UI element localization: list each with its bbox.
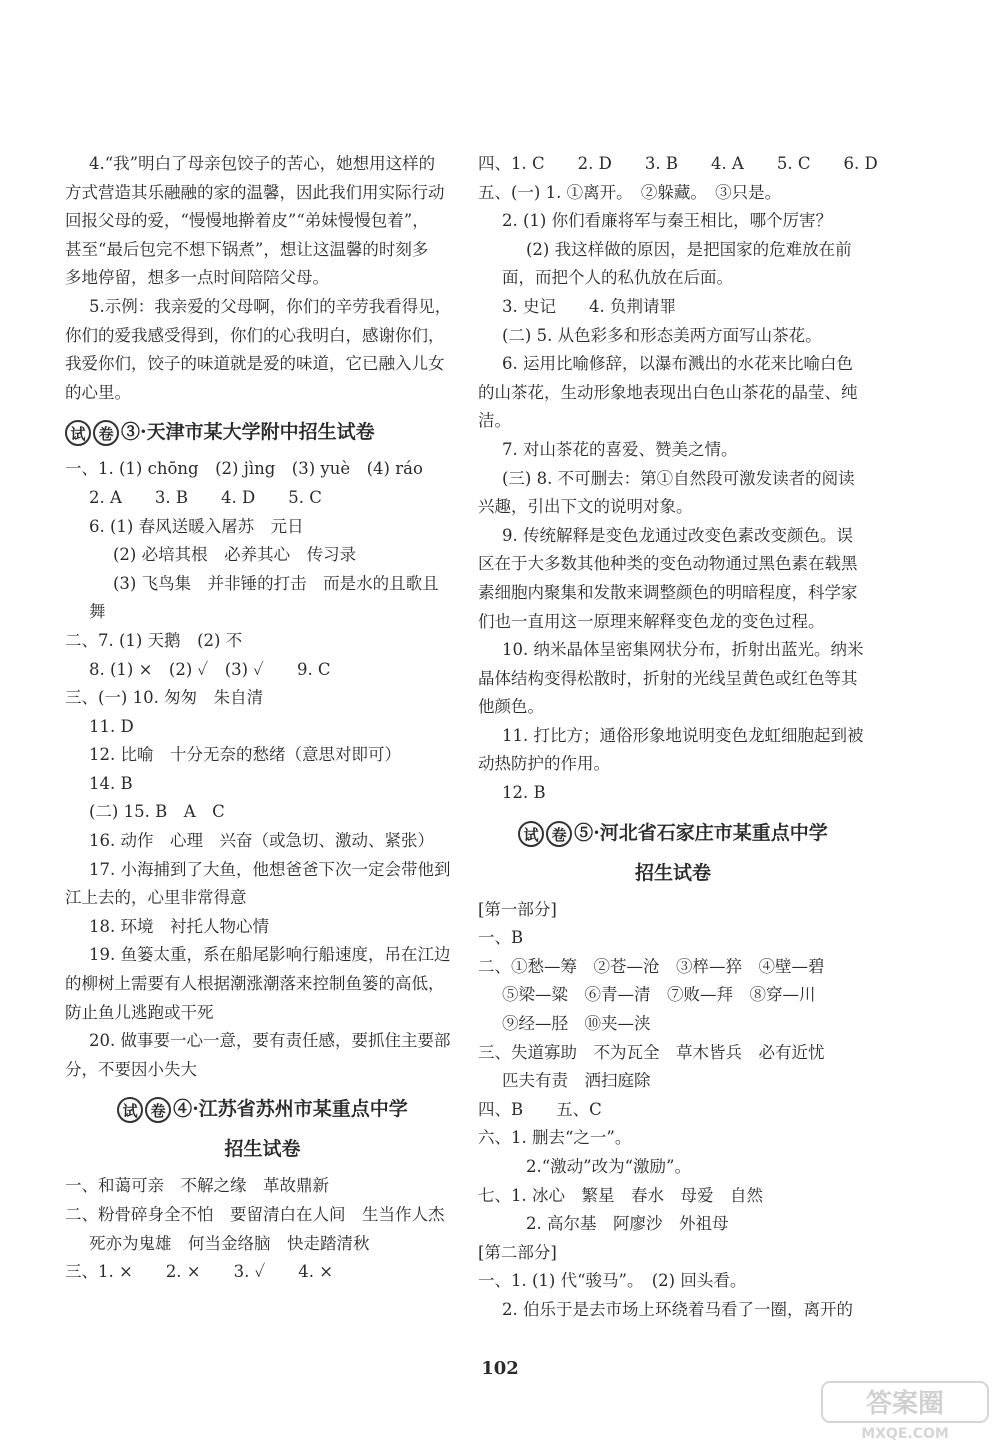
answer-line: 8. (1) × (2) ✓ (3) ✓ 9. C (89, 659, 331, 679)
answer-line: [第二部分] (478, 1242, 557, 1262)
answer-line: 匹夫有责 洒扫庭除 (502, 1071, 651, 1091)
answer-line: 他颜色。 (478, 697, 544, 717)
answer-line: 防止鱼儿逃跑或干死 (65, 1002, 214, 1022)
watermark-logo (820, 1380, 990, 1442)
section-heading-test4-line2: 招生试卷 (224, 1138, 301, 1161)
answer-line: 的心里。 (65, 382, 131, 402)
answer-block-test4 (65, 1172, 460, 1286)
answer-line: 区在于大多数其他种类的变色动物通过黑色素在载黑 (478, 554, 858, 574)
test-badge: 试 (65, 420, 91, 446)
answer-line: 四、1. C 2. D 3. B 4. A 5. C 6. D (478, 154, 878, 173)
answer-line: 二、7. (1) 天鹅 (2) 不 (65, 630, 243, 650)
answer-line: 一、B (478, 928, 524, 948)
paper-badge: 卷 (145, 1097, 171, 1123)
answer-block-test4-cont (478, 150, 878, 808)
answer-line: 七、1. 冰心 繁星 春水 母爱 自然 (478, 1185, 763, 1205)
answer-line: 一、和蔼可亲 不解之缘 革故鼎新 (65, 1176, 329, 1196)
answer-line: 19. 鱼篓太重，系在船尾影响行船速度，吊在江边 (89, 945, 451, 965)
answer-line: 的柳树上需要有人根据潮涨潮落来控制鱼篓的高低， (65, 974, 445, 994)
answer-line: ⑤梁—粱 ⑥青—清 ⑦败—拜 ⑧穿—川 (502, 985, 816, 1005)
answer-line: 一、1. (1) 代“骏马”。 (2) 回头看。 (478, 1271, 747, 1291)
section-heading-test5-line2: 招生试卷 (634, 861, 711, 884)
answer-line: 死亦为鬼雄 何当金络脑 快走踏清秋 (89, 1233, 370, 1253)
answer-line: 多地停留，想多一点时间陪陪父母。 (65, 268, 329, 288)
answer-line: 分，不要因小失大 (65, 1059, 197, 1079)
right-column (478, 150, 878, 1325)
paper-badge: 卷 (93, 420, 119, 446)
answer-line: 舞 (89, 602, 106, 622)
section-heading-test5 (478, 816, 868, 850)
answer-line: 回报父母的爱，“慢慢地擀着皮”“弟妹慢慢包着”， (65, 211, 429, 231)
answer-line: 6. (1) 春风送暖入屠苏 元日 (89, 516, 304, 536)
answer-block-test2-end (65, 150, 460, 407)
answer-line: (2) 必培其根 必养其心 传习录 (113, 545, 357, 565)
section-title: ·河北省石家庄市某重点中学 (593, 821, 828, 844)
answer-line: 素细胞内聚集和发散来调整颜色的明暗程度，科学家 (478, 582, 858, 602)
answer-line: 三、1. × 2. × 3. ✓ 4. × (65, 1262, 334, 1282)
answer-line: 2. 伯乐于是去市场上环绕着马看了一圈，离开的 (502, 1299, 853, 1319)
answer-line: 的山茶花，生动形象地表现出白色山茶花的晶莹、纯 (478, 382, 858, 402)
answer-line: 们也一直用这一原理来解释变色龙的变色过程。 (478, 611, 825, 631)
answer-line: 三、失道寡助 不为瓦全 草木皆兵 必有近忧 (478, 1042, 825, 1062)
answer-line: 7. 对山茶花的喜爱、赞美之情。 (502, 439, 738, 459)
section-number: ⑤ (574, 821, 594, 844)
answer-line: 4.“我”明白了母亲包饺子的苦心，她想用这样的 (89, 154, 436, 173)
answer-line: 10. 纳米晶体呈密集网状分布，折射出蓝光。纳米 (502, 640, 864, 660)
answer-line: 方式营造其乐融融的家的温馨，因此我们用实际行动 (65, 182, 445, 202)
answer-line: 9. 传统解释是变色龙通过改变色素改变颜色。误 (502, 525, 853, 545)
answer-line: 二、①愁—筹 ②苍—沧 ③椊—猝 ④壁—碧 (478, 956, 825, 976)
answer-line: 动热防护的作用。 (478, 754, 610, 774)
answer-line: (2) 我这样做的原因，是把国家的危难放在前 (526, 239, 852, 259)
answer-line: 一、1. (1) chōng (2) jìng (3) yuè (4) ráo (65, 459, 423, 479)
left-column (65, 150, 460, 1287)
answer-line: 六、1. 删去“之一”。 (478, 1128, 632, 1148)
answer-line: 11. 打比方；通俗形象地说明变色龙虹细胞起到被 (502, 725, 864, 745)
answer-line: [第一部分] (478, 899, 557, 919)
answer-line: 洁。 (478, 411, 511, 431)
answer-line: 我爱你们，饺子的味道就是爱的味道，它已融入儿女 (65, 354, 445, 374)
answer-line: (二) 15. B A C (89, 802, 225, 822)
answer-line: 12. B (502, 783, 546, 803)
answer-line: (3) 飞鸟集 并非锤的打击 而是水的且歌且 (113, 573, 439, 593)
answer-line: 你们的爱我感受得到，你们的心我明白，感谢你们， (65, 325, 445, 345)
test-badge: 试 (518, 821, 544, 847)
answer-line: 甚至“最后包完不想下锅煮”，想让这温馨的时刻多 (65, 239, 429, 259)
answer-line: 四、B 五、C (478, 1099, 602, 1119)
answer-line: 晶体结构变得松散时，折射的光线呈黄色或红色等其 (478, 668, 858, 688)
answer-line: 20. 做事要一心一意，要有责任感，要抓住主要部 (89, 1031, 451, 1051)
section-title: ·江苏省苏州市某重点中学 (192, 1098, 408, 1121)
answer-line: 11. D (89, 716, 134, 736)
answer-line: ⑨经—胫 ⑩夹—浃 (502, 1014, 651, 1034)
answer-line: 五、(一) 1. ①离开。 ②躲藏。 ③只是。 (478, 182, 782, 202)
answer-block-test3 (65, 455, 460, 1084)
answer-line: 12. 比喻 十分无奈的愁绪（意思对即可） (89, 745, 401, 765)
answer-line: 5.示例：我亲爱的父母啊，你们的辛劳我看得见， (89, 296, 452, 316)
answer-line: 2.“激动”改为“激励”。 (526, 1157, 691, 1176)
answer-line: 2. A 3. B 4. D 5. C (89, 487, 322, 507)
section-title: ·天津市某大学附中招生试卷 (140, 421, 375, 444)
answer-line: 2. 高尔基 阿廖沙 外祖母 (526, 1214, 729, 1234)
answer-line: 14. B (89, 773, 133, 793)
answer-line: (三) 8. 不可删去：第①自然段可激发读者的阅读 (502, 468, 855, 488)
section-heading-test4 (65, 1092, 460, 1126)
answer-line: 三、(一) 10. 匆匆 朱自清 (65, 688, 264, 708)
page-number: 102 (481, 1358, 519, 1379)
answer-line: (二) 5. 从色彩多和形态美两方面写山茶花。 (502, 325, 822, 345)
section-heading-test3 (65, 415, 460, 449)
answer-line: 2. (1) 你们看廉将军与秦王相比，哪个厉害？ (502, 211, 833, 231)
answer-line: 6. 运用比喻修辞，以瀑布溅出的水花来比喻白色 (502, 354, 853, 374)
svg-text:答案圈: 答案圈 (865, 1389, 945, 1419)
paper-badge: 卷 (546, 821, 572, 847)
svg-text:MXQE.COM: MXQE.COM (861, 1426, 949, 1442)
answer-line: 16. 动作 心理 兴奋（或急切、激动、紧张） (89, 831, 434, 851)
answer-line: 17. 小海捕到了大鱼，他想爸爸下次一定会带他到 (89, 859, 451, 879)
answer-line: 3. 史记 4. 负荆请罪 (502, 296, 676, 316)
answer-line: 18. 环境 衬托人物心情 (89, 916, 269, 936)
answer-line: 江上去的，心里非常得意 (65, 888, 247, 908)
section-number: ③ (121, 421, 141, 444)
section-number: ④ (173, 1098, 193, 1121)
answer-line: 兴趣，引出下文的说明对象。 (478, 497, 693, 517)
answer-line: 二、粉骨碎身全不怕 要留清白在人间 生当作人杰 (65, 1205, 445, 1224)
answer-block-test5 (478, 896, 868, 1325)
test-badge: 试 (117, 1097, 143, 1123)
answer-line: 面，而把个人的私仇放在后面。 (502, 268, 733, 288)
